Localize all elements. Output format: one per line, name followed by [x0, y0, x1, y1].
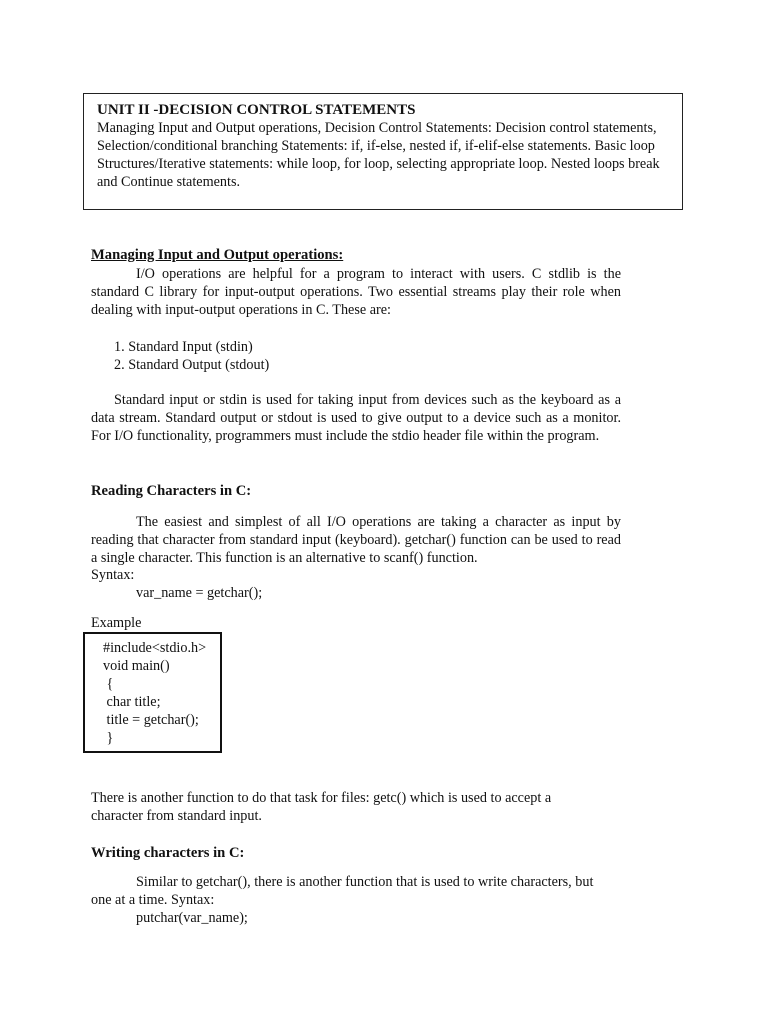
- unit-summary-text: Managing Input and Output operations, Decision Control Statements: Decision control statements, Selection/conditional branching Statements: if, if-else, nested if, if-elif-else statements. Basic loop Structures/Iterative statements: while loop, for loop, selecting appropriate loop. Nested loops break and Continue statements.: [97, 120, 660, 190]
- code-line: {: [103, 676, 114, 692]
- code-line: title = getchar();: [103, 712, 199, 728]
- reading-paragraph: The easiest and simplest of all I/O operations are taking a character as input by reading that character from standard input (keyboard). getchar() function can be used to read a single character. This function is an alternative to scanf() function.: [91, 514, 621, 566]
- io-heading: Managing Input and Output operations:: [91, 247, 344, 263]
- syntax-label: Syntax:: [91, 567, 135, 583]
- putchar-syntax: putchar(var_name);: [136, 910, 248, 926]
- unit-summary-box: [83, 93, 683, 210]
- writing-heading: Writing characters in C:: [91, 845, 245, 861]
- getchar-syntax: var_name = getchar();: [136, 585, 263, 601]
- unit-title: UNIT II -DECISION CONTROL STATEMENTS: [97, 102, 416, 118]
- code-line: void main(): [103, 658, 170, 674]
- code-line: char title;: [103, 694, 161, 710]
- writing-paragraph: Similar to getchar(), there is another function that is used to write characters, but one at a time. Syntax:: [91, 874, 594, 908]
- io-paragraph-1: I/O operations are helpful for a program to interact with users. C stdlib is the standard C library for input-output operations. Two essential streams play their role when dealing with input-output operations in C. These are:: [91, 266, 621, 318]
- code-line: #include<stdio.h>: [103, 640, 207, 656]
- example-code-box: [83, 632, 222, 753]
- getc-paragraph: There is another function to do that task for files: getc() which is used to accept a character from standard input.: [91, 790, 552, 824]
- reading-heading: Reading Characters in C:: [91, 483, 252, 499]
- stream-list-item: 1. Standard Input (stdin): [114, 339, 253, 355]
- example-label: Example: [91, 615, 142, 631]
- code-line: }: [103, 730, 114, 746]
- io-paragraph-2: Standard input or stdin is used for taking input from devices such as the keyboard as a data stream. Standard output or stdout is used to give output to a device such as a monitor. For I/O functionality, programmers must include the stdio header file within the program.: [91, 392, 621, 444]
- stream-list-item: 2. Standard Output (stdout): [114, 357, 270, 373]
